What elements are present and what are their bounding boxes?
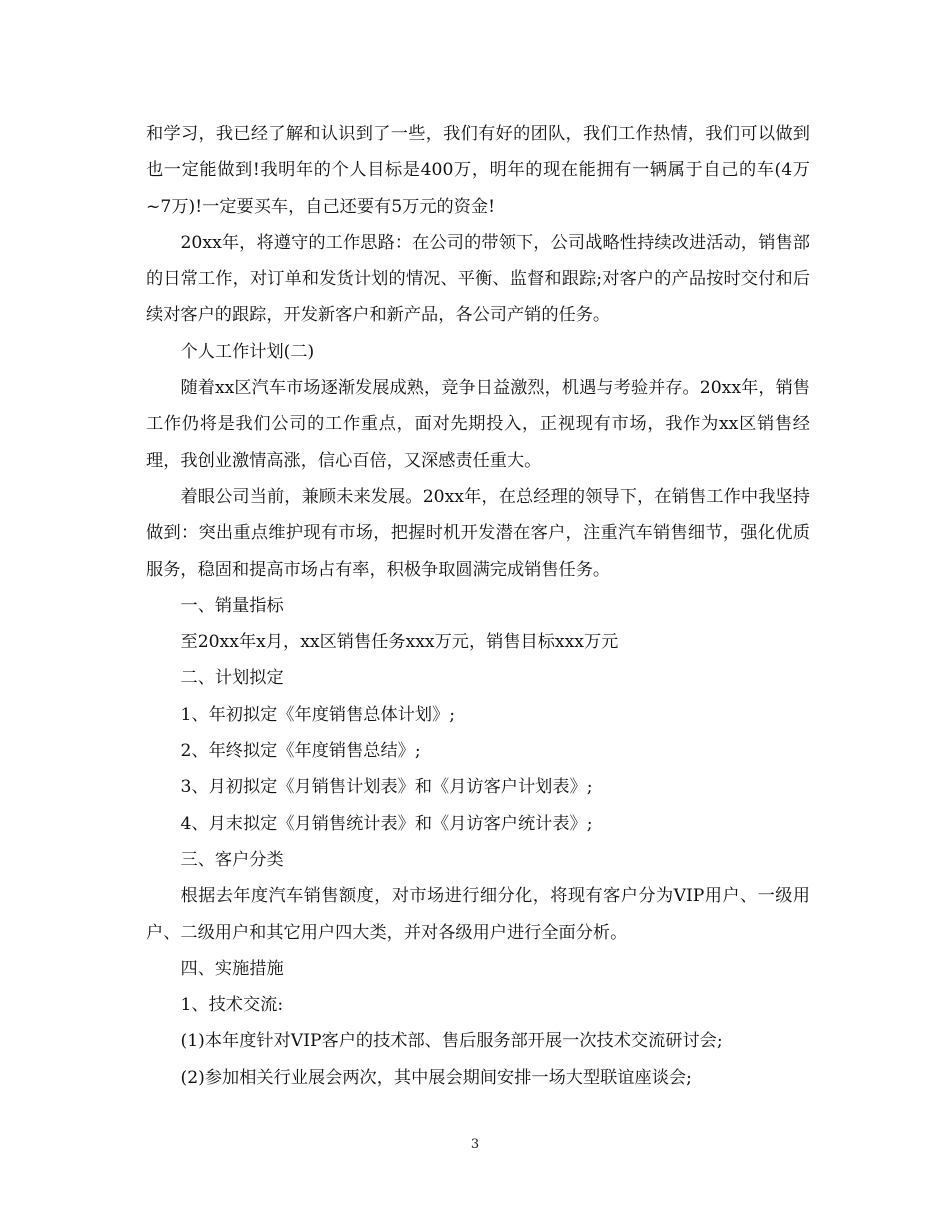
document-body bbox=[146, 116, 810, 1096]
paragraph: 和学习，我已经了解和认识到了一些，我们有好的团队，我们工作热情，我们可以做到也一定能做到!我明年的个人目标是400万，明年的现在能拥有一辆属于自己的车(4万~7万)!一定要买车，自己还要有5万元的资金! bbox=[146, 124, 810, 217]
paragraph: 随着xx区汽车市场逐渐发展成熟，竞争日益激烈，机遇与考验并存。20xx年，销售工作仍将是我们公司的工作重点，面对先期投入，正视现有市场，我作为xx区销售经理，我创业激情高涨，信心百倍，又深感责任重大。 bbox=[146, 378, 810, 471]
section-heading: 个人工作计划(二) bbox=[180, 341, 315, 362]
section-heading: 二、计划拟定 bbox=[180, 668, 284, 689]
section-heading: 四、实施措施 bbox=[180, 958, 284, 979]
section-heading: 三、客户分类 bbox=[180, 849, 284, 870]
section-heading: 一、销量指标 bbox=[180, 595, 284, 616]
paragraph: 至20xx年x月，xx区销售任务xxx万元，销售目标xxx万元 bbox=[180, 632, 619, 653]
paragraph: 根据去年度汽车销售额度，对市场进行细分化，将现有客户分为VIP用户、一级用户、二级用户和其它用户四大类，并对各级用户进行全面分析。 bbox=[146, 886, 810, 943]
paragraph: 着眼公司当前，兼顾未来发展。20xx年，在总经理的领导下，在销售工作中我坚持做到：突出重点维护现有市场，把握时机开发潜在客户，注重汽车销售细节，强化优质服务，稳固和提高市场占有率，积极争取圆满完成销售任务。 bbox=[146, 486, 810, 580]
list-item: 1、年初拟定《年度销售总体计划》; bbox=[180, 704, 456, 725]
list-item: 2、年终拟定《年度销售总结》; bbox=[180, 741, 421, 762]
paragraph: 20xx年，将遵守的工作思路：在公司的带领下，公司战略性持续改进活动，销售部的日常工作，对订单和发货计划的情况、平衡、监督和跟踪;对客户的产品按时交付和后续对客户的跟踪，开发新客户和新产品，各公司产销的任务。 bbox=[146, 232, 810, 326]
page-number: 3 bbox=[470, 1137, 480, 1152]
list-item: 3、月初拟定《月销售计划表》和《月访客户计划表》; bbox=[180, 777, 593, 798]
list-item: (1)本年度针对VIP客户的技术部、售后服务部开展一次技术交流研讨会; bbox=[180, 1031, 723, 1052]
list-item: 4、月末拟定《月销售统计表》和《月访客户统计表》; bbox=[180, 813, 593, 834]
list-item: 1、技术交流: bbox=[180, 995, 284, 1016]
list-item: (2)参加相关行业展会两次，其中展会期间安排一场大型联谊座谈会; bbox=[180, 1067, 692, 1088]
